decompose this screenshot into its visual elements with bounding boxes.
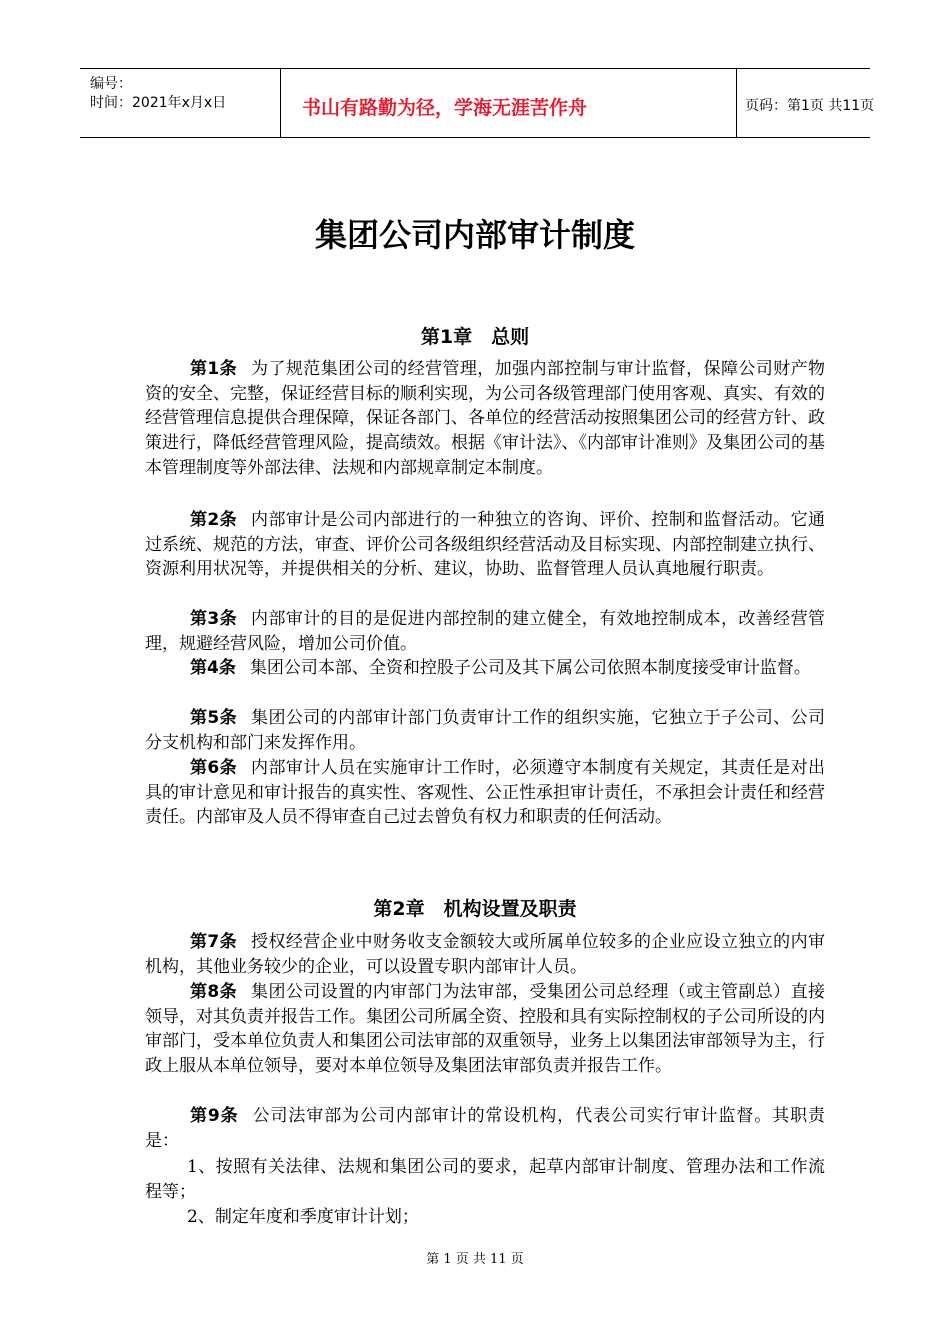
- article-text: 内部审计的目的是促进内部控制的建立健全，有效地控制成本，改善经营管理，规避经营风险，增加公司价值。: [145, 609, 825, 654]
- motto: 书山有路勤为径，学海无涯苦作舟: [302, 97, 588, 119]
- chapter-heading-2: 第2章 机构设置及职责: [373, 898, 577, 920]
- article-text: 为了规范集团公司的经营管理，加强内部控制与审计监督，保障公司财产物资的安全、完整，保证经营目标的顺利实现，为公司各级管理部门使用客观、真实、有效的经营管理信息提供合理保障，保证各部门、各单位的经营活动按照集团公司的经营方针、政策进行，降低经营管理风险，提高绩效。根据《审计法》、《内部审计准则》及集团公司的基本管理制度等外部法律、法规和内部规章制定本制度。: [145, 359, 825, 478]
- article-8: [145, 980, 825, 1079]
- article-label: 第3条: [190, 609, 238, 629]
- article-4: [145, 656, 825, 681]
- serial-label: 编号：: [90, 76, 132, 92]
- article-2: [145, 508, 825, 582]
- chapter-heading-1: 第1章 总则: [420, 326, 530, 348]
- article-7: [145, 930, 825, 979]
- page-header: [80, 68, 875, 138]
- article-9: [145, 1104, 825, 1153]
- article-text: 集团公司本部、全资和控股子公司及其下属公司依照本制度接受审计监督。: [249, 658, 811, 678]
- header-motto-cell: [280, 69, 737, 137]
- article-label: 第8条: [190, 982, 238, 1002]
- article-text: 集团公司设置的内审部门为法审部，受集团公司总经理（或主管副总）直接领导，对其负责并报告工作。集团公司所属全资、控股和具有实际控制权的子公司所设的内审部门，受本单位负责人和集团公司法审部的双重领导，业务上以集团法审部领导为主，行政上服从本单位领导，要对本单位领导及集团法审部负责并报告工作。: [145, 982, 825, 1077]
- header-page-cell: [737, 69, 875, 137]
- article-text: 集团公司的内部审计部门负责审计工作的组织实施，它独立于子公司、公司分支机构和部门来发挥作用。: [145, 708, 825, 753]
- page-footer: 第 1 页 共 11 页: [426, 1252, 524, 1267]
- article-label: 第7条: [190, 932, 238, 952]
- article-3: [145, 607, 825, 656]
- list-item: 1、按照有关法律、法规和集团公司的要求，起草内部审计制度、管理办法和工作流程等；: [145, 1157, 825, 1202]
- list-item: 2、制定年度和季度审计计划；: [187, 1207, 419, 1227]
- article-label: 第1条: [190, 359, 238, 379]
- time-label: 时间：2021年x月x日: [90, 95, 227, 111]
- article-text: 内部审计是公司内部进行的一种独立的咨询、评价、控制和监督活动。它通过系统、规范的方法，审查、评价公司各级组织经营活动及目标实现、内部控制建立执行、资源利用状况等，并提供相关的分析、建议，协助、监督管理人员认真地履行职责。: [145, 510, 825, 580]
- article-1: [145, 357, 825, 481]
- article-label: 第9条: [190, 1106, 239, 1126]
- document-title: 集团公司内部审计制度: [314, 216, 635, 254]
- article-6: [145, 756, 825, 830]
- article-text: 公司法审部为公司内部审计的常设机构，代表公司实行审计监督。其职责是：: [145, 1106, 825, 1151]
- page-info: 页码：第1页 共11页: [745, 98, 875, 114]
- article-text: 授权经营企业中财务收支金额较大或所属单位较多的企业应设立独立的内审机构，其他业务较少的企业，可以设置专职内部审计人员。: [145, 932, 825, 977]
- article-label: 第6条: [190, 758, 238, 778]
- article-label: 第2条: [190, 510, 238, 530]
- article-5: [145, 706, 825, 755]
- header-meta: [80, 69, 281, 137]
- article-label: 第5条: [190, 708, 238, 728]
- article-text: 内部审计人员在实施审计工作时，必须遵守本制度有关规定，其责任是对出具的审计意见和审计报告的真实性、客观性、公正性承担审计责任，不承担会计责任和经营责任。内部审及人员不得审查自己过去曾负有权力和职责的任何活动。: [145, 758, 825, 828]
- article-label: 第4条: [190, 658, 236, 678]
